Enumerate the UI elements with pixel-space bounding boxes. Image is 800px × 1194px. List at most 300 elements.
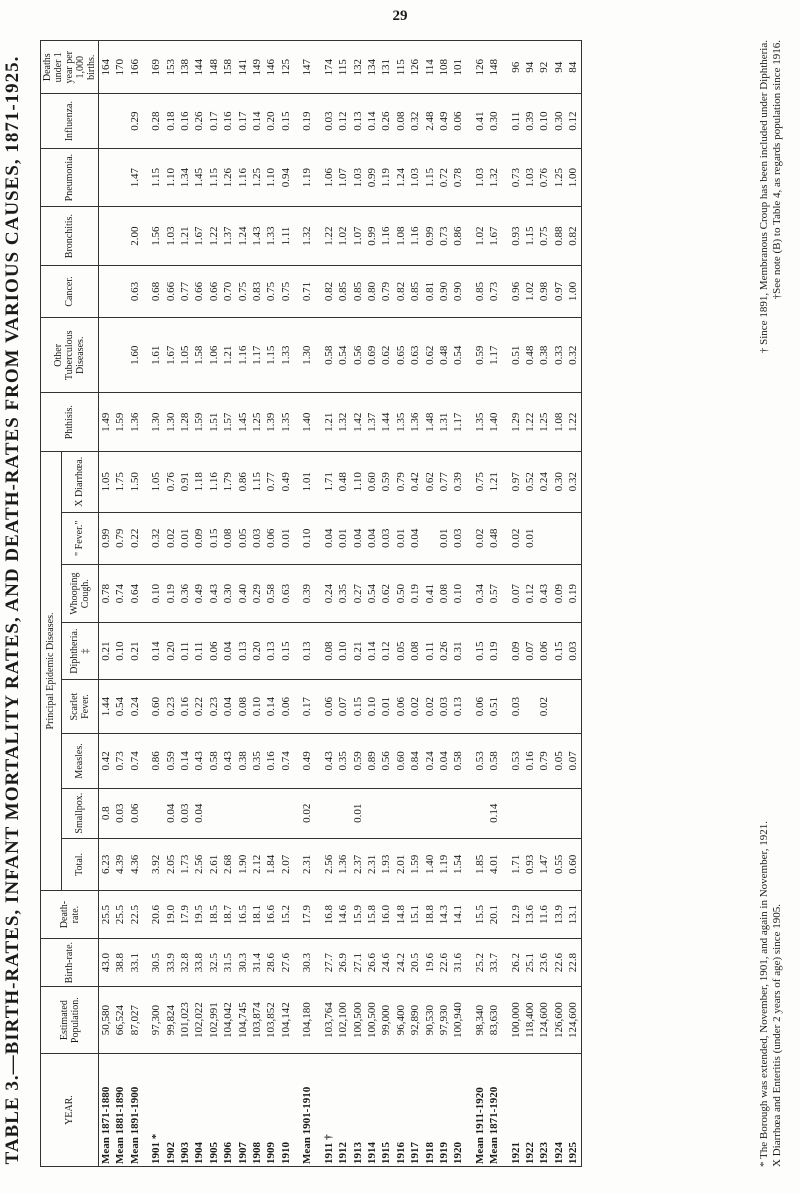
cell-other-tb: 0.33 <box>552 318 566 393</box>
cell-cancer: 0.85 <box>336 265 350 317</box>
cell-whooping-cough: 0.29 <box>250 564 264 623</box>
cell-fever: 0.03 <box>250 512 264 564</box>
cell-smallpox <box>423 788 437 838</box>
cell-diarrhoea: 0.77 <box>264 451 278 512</box>
cell-fever: 0.04 <box>365 512 379 564</box>
cell-other-tb: 0.59 <box>473 318 487 393</box>
cell-birth-rate: 30.5 <box>149 939 163 987</box>
page-number: 29 <box>392 8 408 24</box>
cell-total: 1.85 <box>473 838 487 890</box>
cell-population: 96,400 <box>394 987 408 1054</box>
cell-influenza: 0.49 <box>437 94 451 148</box>
cell-total: 1.19 <box>437 838 451 890</box>
cell-diarrhoea: 0.39 <box>451 451 465 512</box>
cell-diphtheria: 0.11 <box>423 623 437 679</box>
cell-pneumonia: 1.07 <box>336 148 350 207</box>
cell-phthisis: 1.51 <box>207 393 221 452</box>
cell-bronchitis: 1.22 <box>322 207 336 266</box>
cell-diphtheria: 0.10 <box>113 623 127 679</box>
cell-scarlet-fever: 0.04 <box>221 679 235 733</box>
cell-birth-rate: 26.6 <box>365 939 379 987</box>
table-row <box>322 41 336 1167</box>
cell-influenza: 0.29 <box>128 94 142 148</box>
cell-diphtheria: 0.15 <box>552 623 566 679</box>
cell-deaths-under-1: 131 <box>379 41 393 94</box>
cell-scarlet-fever: 0.02 <box>408 679 422 733</box>
cell-total: 1.59 <box>408 838 422 890</box>
cell-fever: 0.48 <box>487 512 501 564</box>
cell-diarrhoea: 1.21 <box>487 451 501 512</box>
cell-other-tb: 0.38 <box>537 318 551 393</box>
cell-total: 2.31 <box>300 838 314 890</box>
cell-phthisis: 1.25 <box>250 393 264 452</box>
cell-other-tb: 0.56 <box>351 318 365 393</box>
cell-birth-rate: 22.6 <box>437 939 451 987</box>
cell-measles: 0.16 <box>264 734 278 788</box>
cell-death-rate: 15.1 <box>408 891 422 939</box>
header-bronchitis: Bronchitis. <box>41 207 99 266</box>
table-row <box>221 41 235 1167</box>
cell-year: 1913 <box>351 1054 365 1167</box>
cell-death-rate: 18.5 <box>207 891 221 939</box>
cell-birth-rate: 33.8 <box>192 939 206 987</box>
cell-cancer: 0.80 <box>365 265 379 317</box>
cell-deaths-under-1: 141 <box>236 41 250 94</box>
cell-fever: 0.15 <box>207 512 221 564</box>
cell-cancer: 0.77 <box>178 265 192 317</box>
cell-pneumonia: 1.10 <box>164 148 178 207</box>
cell-deaths-under-1: 115 <box>394 41 408 94</box>
cell-whooping-cough: 0.35 <box>336 564 350 623</box>
header-population: Estimated Population. <box>41 987 99 1054</box>
cell-whooping-cough: 0.36 <box>178 564 192 623</box>
cell-diphtheria: 0.06 <box>537 623 551 679</box>
header-death-rate: Death-rate. <box>41 891 99 939</box>
cell-year: 1911 † <box>322 1054 336 1167</box>
cell-total: 1.54 <box>451 838 465 890</box>
cell-diphtheria: 0.06 <box>207 623 221 679</box>
cell-measles: 0.79 <box>537 734 551 788</box>
cell-measles: 0.35 <box>250 734 264 788</box>
cell-diarrhoea: 1.18 <box>192 451 206 512</box>
cell-whooping-cough: 0.74 <box>113 564 127 623</box>
cell-whooping-cough: 0.08 <box>437 564 451 623</box>
cell-whooping-cough: 0.43 <box>207 564 221 623</box>
cell-pneumonia: 1.47 <box>128 148 142 207</box>
cell-death-rate: 12.9 <box>509 891 523 939</box>
spacer-row <box>293 41 300 1167</box>
cell-whooping-cough: 0.50 <box>394 564 408 623</box>
cell-death-rate: 16.5 <box>236 891 250 939</box>
cell-pneumonia: 0.94 <box>279 148 293 207</box>
cell-cancer: 0.75 <box>236 265 250 317</box>
cell-total: 2.37 <box>351 838 365 890</box>
cell-death-rate: 15.5 <box>473 891 487 939</box>
cell-whooping-cough: 0.30 <box>221 564 235 623</box>
table-row <box>509 41 523 1167</box>
cell-measles: 0.86 <box>149 734 163 788</box>
cell-other-tb: 1.17 <box>487 318 501 393</box>
cell-fever: 0.03 <box>379 512 393 564</box>
cell-smallpox <box>394 788 408 838</box>
header-measles: Measles. <box>61 734 98 788</box>
cell-phthisis: 1.44 <box>379 393 393 452</box>
statistics-table <box>40 40 582 1167</box>
cell-diarrhoea: 0.59 <box>379 451 393 512</box>
cell-bronchitis: 1.16 <box>379 207 393 266</box>
cell-fever: 0.99 <box>99 512 114 564</box>
cell-death-rate: 13.1 <box>566 891 581 939</box>
cell-diphtheria: 0.04 <box>221 623 235 679</box>
header-influenza: Influenza. <box>41 94 99 148</box>
cell-death-rate: 11.6 <box>537 891 551 939</box>
cell-fever: 0.09 <box>192 512 206 564</box>
cell-cancer: 0.71 <box>300 265 314 317</box>
cell-pneumonia: 0.73 <box>509 148 523 207</box>
cell-cancer: 0.98 <box>537 265 551 317</box>
cell-total: 2.31 <box>365 838 379 890</box>
cell-other-tb: 1.21 <box>221 318 235 393</box>
cell-total: 2.01 <box>394 838 408 890</box>
cell-scarlet-fever <box>523 679 537 733</box>
cell-bronchitis: 0.75 <box>537 207 551 266</box>
cell-cancer: 0.81 <box>423 265 437 317</box>
cell-influenza: 0.06 <box>451 94 465 148</box>
cell-other-tb <box>99 318 114 393</box>
cell-phthisis: 1.21 <box>322 393 336 452</box>
cell-population: 100,000 <box>509 987 523 1054</box>
cell-diarrhoea: 1.05 <box>99 451 114 512</box>
cell-cancer: 0.82 <box>394 265 408 317</box>
cell-scarlet-fever <box>552 679 566 733</box>
cell-diphtheria: 0.21 <box>99 623 114 679</box>
cell-bronchitis: 1.43 <box>250 207 264 266</box>
cell-scarlet-fever: 0.06 <box>322 679 336 733</box>
cell-scarlet-fever: 0.15 <box>351 679 365 733</box>
cell-birth-rate: 32.8 <box>178 939 192 987</box>
cell-pneumonia: 1.19 <box>379 148 393 207</box>
cell-bronchitis: 1.15 <box>523 207 537 266</box>
cell-influenza: 0.15 <box>279 94 293 148</box>
cell-diphtheria: 0.08 <box>322 623 336 679</box>
cell-diarrhoea: 1.15 <box>250 451 264 512</box>
cell-other-tb: 0.54 <box>336 318 350 393</box>
cell-measles: 0.58 <box>207 734 221 788</box>
cell-cancer: 0.66 <box>207 265 221 317</box>
cell-whooping-cough: 0.49 <box>192 564 206 623</box>
cell-cancer: 0.97 <box>552 265 566 317</box>
cell-pneumonia: 1.16 <box>236 148 250 207</box>
cell-diarrhoea: 0.86 <box>236 451 250 512</box>
cell-diphtheria: 0.19 <box>487 623 501 679</box>
cell-diarrhoea: 1.71 <box>322 451 336 512</box>
cell-diphtheria: 0.21 <box>128 623 142 679</box>
cell-population: 100,500 <box>365 987 379 1054</box>
cell-diarrhoea: 1.01 <box>300 451 314 512</box>
cell-pneumonia: 1.34 <box>178 148 192 207</box>
spacer-row <box>142 41 149 1167</box>
cell-other-tb: 1.33 <box>279 318 293 393</box>
cell-deaths-under-1: 147 <box>300 41 314 94</box>
cell-scarlet-fever: 0.03 <box>509 679 523 733</box>
cell-whooping-cough: 0.58 <box>264 564 278 623</box>
table-row <box>236 41 250 1167</box>
header-principal-epidemic-diseases: Principal Epidemic Diseases. <box>41 451 62 890</box>
spacer-row <box>315 41 322 1167</box>
header-deaths-under-1: Deaths under 1 year per 1,000 births. <box>41 41 99 94</box>
cell-fever: 0.01 <box>279 512 293 564</box>
cell-scarlet-fever: 0.10 <box>365 679 379 733</box>
cell-bronchitis: 2.00 <box>128 207 142 266</box>
cell-bronchitis: 1.08 <box>394 207 408 266</box>
cell-smallpox <box>552 788 566 838</box>
cell-diarrhoea: 0.48 <box>336 451 350 512</box>
cell-scarlet-fever: 0.06 <box>394 679 408 733</box>
cell-cancer: 0.75 <box>264 265 278 317</box>
cell-death-rate: 18.1 <box>250 891 264 939</box>
cell-total: 6.23 <box>99 838 114 890</box>
cell-birth-rate: 25.1 <box>523 939 537 987</box>
statistics-table-container <box>40 40 756 1167</box>
cell-year: Mean 1911-1920 <box>473 1054 487 1167</box>
footnote-membranous-croup: † Since 1891, Membranous Croup has been included under Diphtheria. <box>758 40 770 354</box>
cell-deaths-under-1: 166 <box>128 41 142 94</box>
cell-year: 1901 * <box>149 1054 163 1167</box>
cell-scarlet-fever: 0.23 <box>207 679 221 733</box>
cell-scarlet-fever: 0.01 <box>379 679 393 733</box>
cell-year: 1908 <box>250 1054 264 1167</box>
cell-deaths-under-1: 144 <box>192 41 206 94</box>
table-body <box>99 41 582 1167</box>
cell-measles: 0.04 <box>437 734 451 788</box>
cell-cancer: 0.85 <box>351 265 365 317</box>
cell-year: 1904 <box>192 1054 206 1167</box>
cell-phthisis: 1.37 <box>365 393 379 452</box>
cell-other-tb: 0.58 <box>322 318 336 393</box>
footnote-diarrhoea-enteritis: X Diarrhœa and Enteritis (under 2 years of age) since 1905. <box>771 904 783 1167</box>
cell-cancer: 0.79 <box>379 265 393 317</box>
cell-bronchitis: 0.86 <box>451 207 465 266</box>
cell-measles: 0.43 <box>192 734 206 788</box>
cell-fever: 0.02 <box>509 512 523 564</box>
cell-cancer <box>113 265 127 317</box>
cell-phthisis: 1.45 <box>236 393 250 452</box>
cell-population: 66,524 <box>113 987 127 1054</box>
cell-diphtheria: 0.05 <box>394 623 408 679</box>
cell-smallpox <box>279 788 293 838</box>
cell-total: 2.56 <box>192 838 206 890</box>
cell-diphtheria: 0.15 <box>473 623 487 679</box>
cell-other-tb: 0.48 <box>437 318 451 393</box>
cell-death-rate: 25.5 <box>99 891 114 939</box>
table-row <box>552 41 566 1167</box>
cell-diarrhoea: 0.91 <box>178 451 192 512</box>
cell-phthisis: 1.08 <box>552 393 566 452</box>
cell-diarrhoea: 0.97 <box>509 451 523 512</box>
cell-other-tb: 0.54 <box>451 318 465 393</box>
cell-whooping-cough: 0.34 <box>473 564 487 623</box>
cell-death-rate: 15.2 <box>279 891 293 939</box>
cell-bronchitis: 0.99 <box>365 207 379 266</box>
cell-year: Mean 1881-1890 <box>113 1054 127 1167</box>
cell-whooping-cough: 0.09 <box>552 564 566 623</box>
cell-influenza <box>113 94 127 148</box>
cell-phthisis: 1.28 <box>178 393 192 452</box>
cell-scarlet-fever: 0.17 <box>300 679 314 733</box>
cell-measles: 0.05 <box>552 734 566 788</box>
cell-total: 1.84 <box>264 838 278 890</box>
cell-fever: 0.06 <box>264 512 278 564</box>
cell-phthisis: 1.35 <box>279 393 293 452</box>
cell-smallpox <box>221 788 235 838</box>
cell-birth-rate: 30.3 <box>236 939 250 987</box>
cell-deaths-under-1: 94 <box>523 41 537 94</box>
cell-deaths-under-1: 148 <box>487 41 501 94</box>
cell-scarlet-fever: 1.44 <box>99 679 114 733</box>
cell-death-rate: 22.5 <box>128 891 142 939</box>
cell-pneumonia: 1.00 <box>566 148 581 207</box>
cell-other-tb: 1.61 <box>149 318 163 393</box>
table-row <box>523 41 537 1167</box>
cell-whooping-cough: 0.78 <box>99 564 114 623</box>
cell-whooping-cough: 0.43 <box>537 564 551 623</box>
cell-diphtheria: 0.20 <box>250 623 264 679</box>
cell-fever: 0.01 <box>394 512 408 564</box>
cell-birth-rate: 31.6 <box>451 939 465 987</box>
cell-year: 1925 <box>566 1054 581 1167</box>
cell-birth-rate: 25.2 <box>473 939 487 987</box>
cell-influenza: 0.03 <box>322 94 336 148</box>
cell-scarlet-fever: 0.02 <box>423 679 437 733</box>
cell-total: 1.47 <box>537 838 551 890</box>
cell-phthisis: 1.35 <box>394 393 408 452</box>
cell-bronchitis: 1.56 <box>149 207 163 266</box>
cell-year: 1921 <box>509 1054 523 1167</box>
cell-bronchitis: 1.03 <box>164 207 178 266</box>
table-row <box>336 41 350 1167</box>
cell-bronchitis: 1.33 <box>264 207 278 266</box>
cell-influenza: 0.19 <box>300 94 314 148</box>
cell-other-tb: 1.16 <box>236 318 250 393</box>
cell-deaths-under-1: 148 <box>207 41 221 94</box>
cell-deaths-under-1: 125 <box>279 41 293 94</box>
cell-measles: 0.74 <box>279 734 293 788</box>
cell-year: 1907 <box>236 1054 250 1167</box>
table-row <box>279 41 293 1167</box>
cell-diphtheria: 0.10 <box>336 623 350 679</box>
cell-scarlet-fever <box>566 679 581 733</box>
cell-scarlet-fever: 0.16 <box>178 679 192 733</box>
cell-death-rate: 16.6 <box>264 891 278 939</box>
cell-smallpox: 0.02 <box>300 788 314 838</box>
cell-smallpox: 0.8 <box>99 788 114 838</box>
cell-smallpox <box>473 788 487 838</box>
cell-whooping-cough: 0.62 <box>379 564 393 623</box>
cell-measles: 0.56 <box>379 734 393 788</box>
cell-phthisis: 1.31 <box>437 393 451 452</box>
cell-smallpox <box>336 788 350 838</box>
cell-measles: 0.59 <box>164 734 178 788</box>
cell-population: 124,600 <box>537 987 551 1054</box>
cell-other-tb: 1.17 <box>250 318 264 393</box>
cell-bronchitis: 0.99 <box>423 207 437 266</box>
cell-scarlet-fever: 0.24 <box>128 679 142 733</box>
cell-deaths-under-1: 126 <box>473 41 487 94</box>
cell-fever: 0.10 <box>300 512 314 564</box>
cell-cancer: 0.73 <box>487 265 501 317</box>
cell-bronchitis: 1.32 <box>300 207 314 266</box>
cell-year: 1923 <box>537 1054 551 1167</box>
cell-bronchitis <box>113 207 127 266</box>
cell-influenza: 0.18 <box>164 94 178 148</box>
cell-measles: 0.59 <box>351 734 365 788</box>
cell-bronchitis: 0.93 <box>509 207 523 266</box>
cell-influenza: 0.32 <box>408 94 422 148</box>
cell-smallpox <box>451 788 465 838</box>
cell-other-tb: 0.62 <box>423 318 437 393</box>
cell-cancer: 1.02 <box>523 265 537 317</box>
cell-population: 99,824 <box>164 987 178 1054</box>
cell-scarlet-fever: 0.60 <box>149 679 163 733</box>
cell-total: 2.68 <box>221 838 235 890</box>
cell-year: 1910 <box>279 1054 293 1167</box>
cell-measles: 0.60 <box>394 734 408 788</box>
cell-bronchitis: 1.22 <box>207 207 221 266</box>
cell-diarrhoea: 0.52 <box>523 451 537 512</box>
cell-measles: 0.53 <box>473 734 487 788</box>
cell-scarlet-fever: 0.51 <box>487 679 501 733</box>
cell-total: 1.40 <box>423 838 437 890</box>
cell-deaths-under-1: 92 <box>537 41 551 94</box>
cell-diarrhoea: 0.42 <box>408 451 422 512</box>
cell-pneumonia: 1.32 <box>487 148 501 207</box>
header-smallpox: Smallpox. <box>61 788 98 838</box>
cell-year: 1916 <box>394 1054 408 1167</box>
cell-death-rate: 13.6 <box>523 891 537 939</box>
cell-measles: 0.16 <box>523 734 537 788</box>
cell-death-rate: 14.6 <box>336 891 350 939</box>
cell-year: 1924 <box>552 1054 566 1167</box>
cell-diarrhoea: 0.76 <box>164 451 178 512</box>
cell-total: 2.61 <box>207 838 221 890</box>
spacer-row <box>502 41 509 1167</box>
cell-deaths-under-1: 146 <box>264 41 278 94</box>
cell-total: 1.71 <box>509 838 523 890</box>
cell-cancer: 0.70 <box>221 265 235 317</box>
cell-smallpox: 0.06 <box>128 788 142 838</box>
cell-cancer: 0.66 <box>164 265 178 317</box>
cell-birth-rate: 26.9 <box>336 939 350 987</box>
cell-death-rate: 14.3 <box>437 891 451 939</box>
cell-measles: 0.24 <box>423 734 437 788</box>
table-title-text: TABLE 3.—BIRTH-RATES, INFANT MORTALITY RATES, AND DEATH-RATES FROM VARIOUS CAUSES, 1871-1925. <box>2 55 23 1165</box>
cell-measles: 0.74 <box>128 734 142 788</box>
cell-bronchitis: 0.73 <box>437 207 451 266</box>
table-row <box>250 41 264 1167</box>
cell-total: 4.01 <box>487 838 501 890</box>
cell-year: Mean 1901-1910 <box>300 1054 314 1167</box>
cell-total: 1.93 <box>379 838 393 890</box>
cell-bronchitis: 1.02 <box>473 207 487 266</box>
cell-fever: 0.79 <box>113 512 127 564</box>
cell-influenza: 0.39 <box>523 94 537 148</box>
cell-phthisis: 1.30 <box>149 393 163 452</box>
cell-diarrhoea: 1.50 <box>128 451 142 512</box>
cell-diphtheria: 0.14 <box>149 623 163 679</box>
cell-smallpox <box>509 788 523 838</box>
cell-influenza: 0.13 <box>351 94 365 148</box>
cell-year: 1922 <box>523 1054 537 1167</box>
